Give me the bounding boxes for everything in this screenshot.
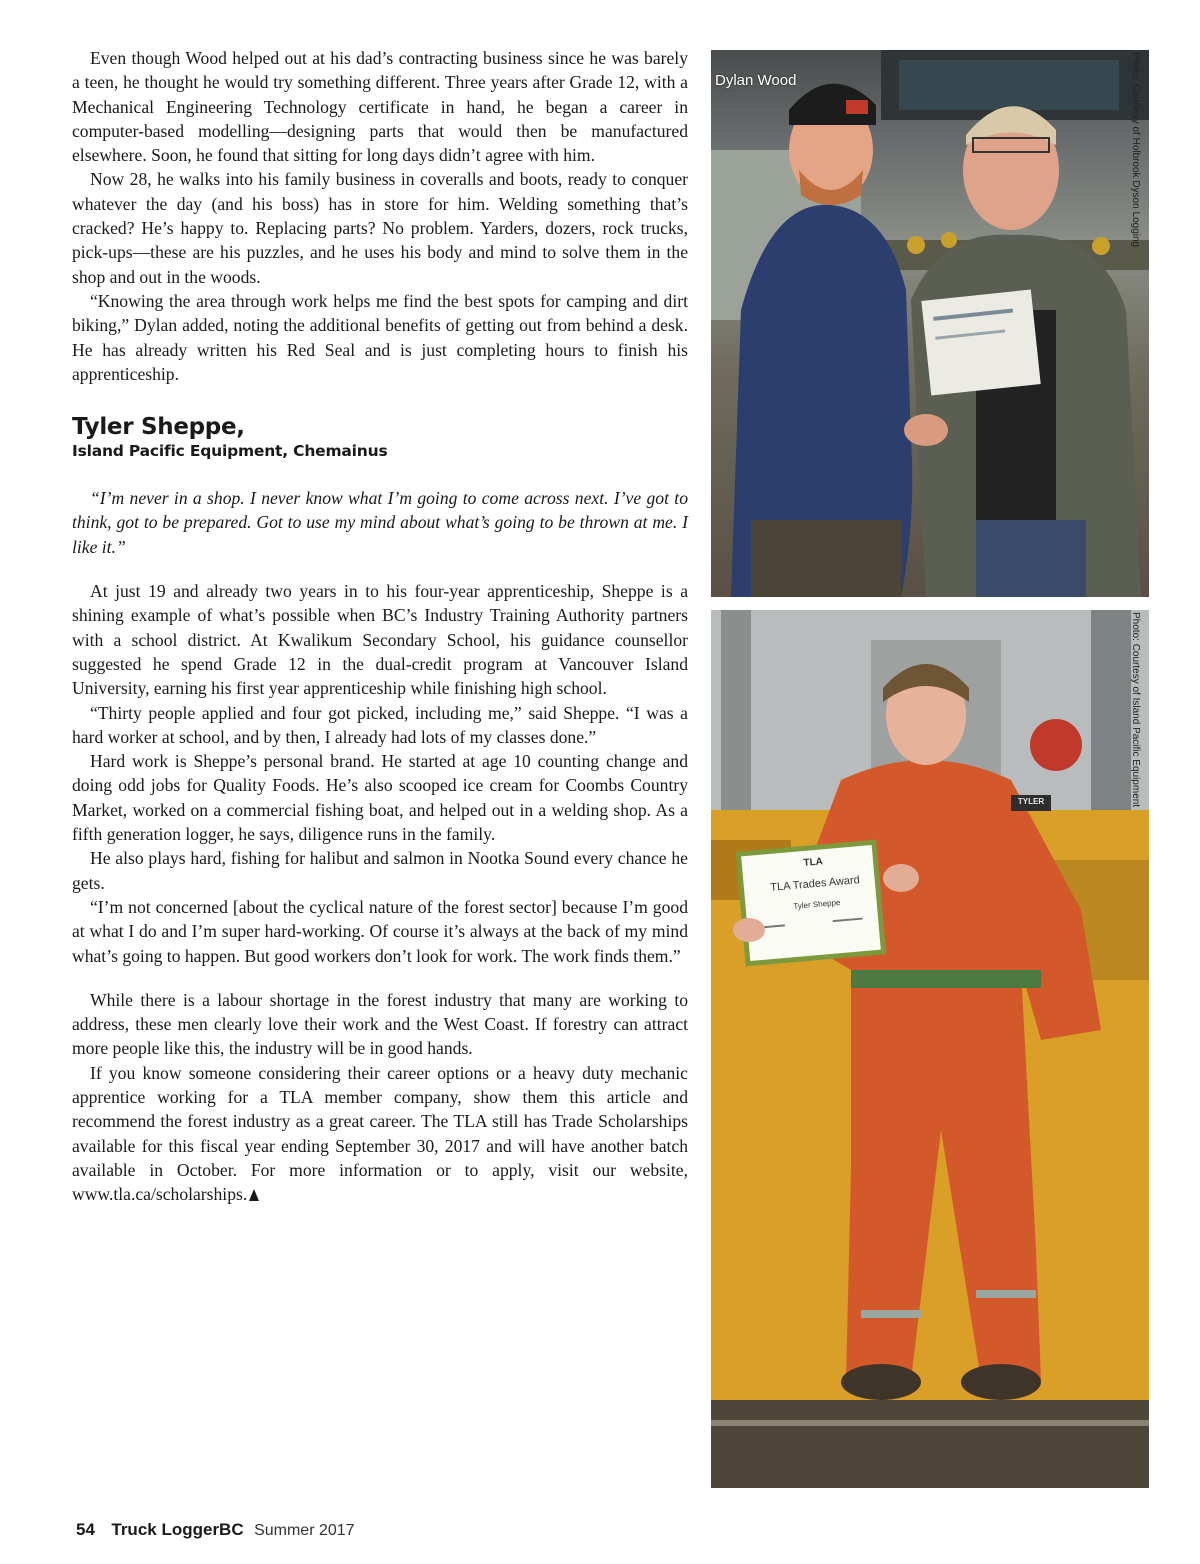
photo-tyler-illustration	[711, 610, 1149, 1488]
paragraph: Hard work is Sheppe’s personal brand. He started at age 10 counting change and doing odd jobs for Quality Foods. He’s also scooped ice cream for Coombs Country Market, worked on a commercial fishing boat, and helped out in a welding shop. As a fifth generation logger, he says, diligence runs in the family.	[72, 751, 688, 845]
name-patch: TYLER	[1017, 797, 1045, 806]
article-column	[72, 46, 688, 1206]
closing-paragraph	[72, 1061, 688, 1207]
paragraph: At just 19 and already two years in to his four-year apprenticeship, Sheppe is a shining example of what’s possible when BC’s Industry Training Authority partners with a school district. At Kwalikum Secondary School, his guidance counsellor suggested he spend Grade 12 in the dual-credit program at Vancouver Island University, earning his first year apprenticeship while finishing high school.	[72, 581, 688, 699]
paragraph: “Thirty people applied and four got picked, including me,” said Sheppe. “I was a hard worker at school, and by then, I already had lots of my classes done.”	[72, 702, 688, 747]
paragraph: He also plays hard, fishing for halibut and salmon in Nootka Sound every chance he gets.	[72, 848, 688, 893]
photo-tyler-sheppe	[711, 610, 1149, 1488]
photo-dylan-wood	[711, 50, 1149, 597]
paragraph: “I’m not concerned [about the cyclical nature of the forest sector] because I’m good at what I do and I’m super hard-working. Of course it’s always at the back of my mind what’s going to happen. But good workers don’t look for work. The work finds them.”	[72, 896, 688, 966]
photo-credit: Photo: Courtesy of Holbrook Dyson Logging	[1130, 52, 1141, 248]
paragraph: Even though Wood helped out at his dad’s contracting business since he was barely a teen, he thought he would try something different. Three years after Grade 12, with a Mechanical Engineering Technology certificate in hand, he began a career in computer-based modelling—designing parts that would then be manufactured elsewhere. Soon, he found that sitting for long days didn’t agree with him.	[72, 48, 688, 166]
certificate-recipient: Tyler Sheppe	[792, 897, 841, 911]
tree-end-mark-icon	[249, 1189, 259, 1201]
magazine-title: Truck LoggerBC	[111, 1520, 244, 1539]
section-subheading: Island Pacific Equipment, Chemainus	[72, 442, 388, 461]
paragraph: While there is a labour shortage in the forest industry that many are working to address, these men clearly love their work and the West Coast. If forestry can attract more people like this, the industry will be in good hands.	[72, 989, 688, 1059]
closing-paragraph-text: If you know someone considering their career options or a heavy duty mechanic apprentice working for a TLA member company, show them this article and recommend the forest industry as a great career. The TLA still has Trade Scholarships available for this fiscal year ending September 30, 2017 and will have another batch available in October. For more information or to apply, visit our website, www.tla.ca/scholarships.	[72, 1062, 688, 1205]
certificate-header: TLA	[803, 856, 824, 869]
paragraph: “Knowing the area through work helps me find the best spots for camping and dirt biking,” Dylan added, noting the additional benefits of getting out from behind a desk. He has already written his Red Seal and is just completing hours to finish his apprenticeship.	[72, 290, 688, 384]
certificate-title: TLA Trades Award	[769, 874, 861, 894]
certificate-text	[753, 852, 877, 914]
page-footer	[76, 1520, 355, 1540]
paragraph: Now 28, he walks into his family business in coveralls and boots, ready to conquer whatever the day (and his boss) has in store for him. Welding something that’s cracked? He’s happy to. Replacing parts? No problem. Yarders, dozers, rock trucks, pick-ups—these are his puzzles, and he uses his body and mind to solve them in the shop and out in the woods.	[72, 169, 688, 287]
pull-quote: “I’m never in a shop. I never know what I’m going to come across next. I’ve got to think, got to be prepared. Got to use my mind about what’s going to be thrown at me. I like it.”	[72, 488, 688, 557]
issue-date: Summer 2017	[254, 1522, 355, 1539]
photo-dylan-illustration	[711, 50, 1149, 597]
page-number: 54	[76, 1520, 95, 1539]
photo-credit: Photo: Courtesy of Island Pacific Equipment	[1130, 612, 1141, 808]
section-heading: Tyler Sheppe,	[72, 414, 245, 441]
photo-caption: Dylan Wood	[715, 72, 797, 89]
